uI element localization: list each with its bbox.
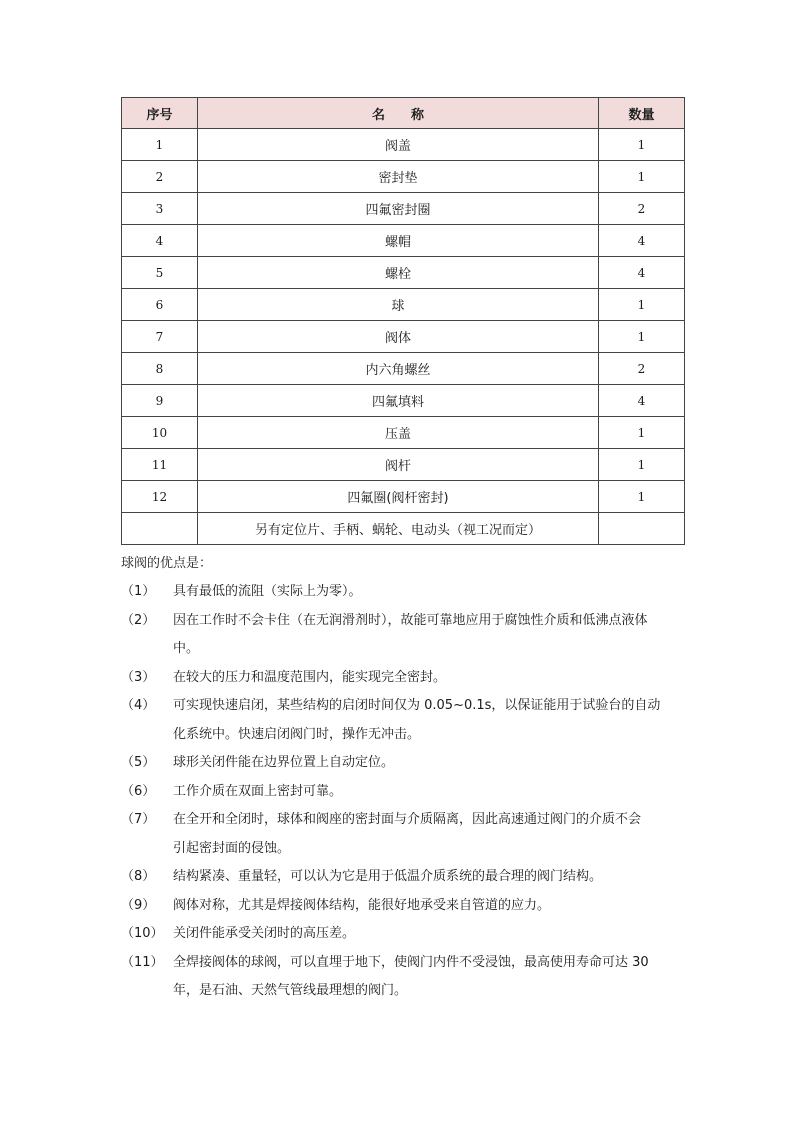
advantage-item	[121, 607, 691, 664]
advantage-text	[173, 949, 691, 1006]
header-quantity: 数量	[599, 98, 685, 129]
advantage-marker: （10）	[121, 926, 164, 941]
advantage-text	[173, 920, 691, 949]
advantage-marker: （9）	[121, 897, 156, 913]
cell-quantity: 1	[599, 129, 685, 161]
advantage-marker: （8）	[121, 869, 156, 884]
cell-quantity: 4	[599, 385, 685, 417]
table-row	[122, 385, 685, 417]
advantage-line: 年，是石油、天然气管线最理想的阀门。	[173, 983, 408, 998]
cell-name: 阀杆	[198, 449, 599, 481]
advantage-line: 化系统中。快速启闭阀门时，操作无冲击。	[173, 726, 421, 742]
cell-name: 球	[198, 289, 599, 321]
advantage-line: 在全开和全闭时，球体和阀座的密封面与介质隔离，因此高速通过阀门的介质不会	[173, 812, 642, 827]
cell-number: 3	[122, 193, 198, 225]
cell-number: 12	[122, 481, 198, 513]
advantage-marker: （4）	[121, 698, 156, 713]
advantage-marker: （5）	[121, 755, 156, 770]
advantage-line: 阀体对称，尤其是焊接阀体结构，能很好地承受来自管道的应力。	[173, 897, 551, 913]
advantage-text	[173, 778, 691, 807]
cell-name: 阀体	[198, 321, 599, 353]
cell-name: 四氟填料	[198, 385, 599, 417]
cell-quantity: 1	[599, 289, 685, 321]
cell-name: 四氟密封圈	[198, 193, 599, 225]
advantages-list	[121, 578, 691, 1006]
cell-name: 阀盖	[198, 129, 599, 161]
cell-number: 7	[122, 321, 198, 353]
advantage-item	[121, 920, 691, 949]
cell-number: 2	[122, 161, 198, 193]
cell-quantity: 1	[599, 161, 685, 193]
advantage-line: 引起密封面的侵蚀。	[173, 840, 291, 856]
table-row	[122, 417, 685, 449]
advantage-marker: （3）	[121, 669, 156, 685]
header-name: 名 称	[198, 98, 599, 129]
cell-quantity: 1	[599, 417, 685, 449]
cell-name: 压盖	[198, 417, 599, 449]
advantage-line: 全焊接阀体的球阀，可以直埋于地下，使阀门内件不受浸蚀，最高使用寿命可达 30	[173, 954, 649, 970]
advantage-item	[121, 578, 691, 607]
table-header-row	[122, 98, 685, 129]
table-row	[122, 289, 685, 321]
advantage-line: 中。	[173, 641, 200, 656]
advantage-item	[121, 778, 691, 807]
cell-quantity: 4	[599, 257, 685, 289]
cell-quantity: 1	[599, 321, 685, 353]
advantage-item	[121, 664, 691, 693]
advantage-line: 工作介质在双面上密封可靠。	[173, 783, 343, 799]
table-row	[122, 161, 685, 193]
table-row	[122, 225, 685, 257]
advantage-item	[121, 892, 691, 921]
table-row	[122, 353, 685, 385]
advantage-marker: （11）	[121, 954, 164, 970]
table-note-row	[122, 513, 685, 545]
cell-number: 8	[122, 353, 198, 385]
advantage-text	[173, 578, 691, 607]
cell-name: 内六角螺丝	[198, 353, 599, 385]
advantage-text	[173, 863, 691, 892]
table-row	[122, 321, 685, 353]
cell-number: 10	[122, 417, 198, 449]
cell-quantity: 1	[599, 449, 685, 481]
advantage-line: 球形关闭件能在边界位置上自动定位。	[173, 755, 395, 770]
cell-number: 6	[122, 289, 198, 321]
cell-number: 1	[122, 129, 198, 161]
advantage-marker: （6）	[121, 783, 156, 799]
advantage-text	[173, 692, 691, 749]
table-row	[122, 129, 685, 161]
cell-name: 密封垫	[198, 161, 599, 193]
cell-quantity: 4	[599, 225, 685, 257]
advantage-marker: （1）	[121, 584, 156, 599]
header-number: 序号	[122, 98, 198, 129]
table-row	[122, 257, 685, 289]
table-row	[122, 449, 685, 481]
advantage-line: 可实现快速启闭，某些结构的启闭时间仅为 0.05~0.1s，以保证能用于试验台的自动	[173, 698, 661, 713]
advantage-item	[121, 863, 691, 892]
advantage-text	[173, 664, 691, 693]
cell-name: 螺帽	[198, 225, 599, 257]
advantage-line: 结构紧凑、重量轻，可以认为它是用于低温介质系统的最合理的阀门结构。	[173, 869, 603, 884]
cell-empty	[599, 513, 685, 545]
table-body	[122, 129, 685, 545]
advantage-item	[121, 806, 691, 863]
advantage-text	[173, 607, 691, 664]
advantage-item	[121, 949, 691, 1006]
cell-number: 11	[122, 449, 198, 481]
cell-quantity: 2	[599, 193, 685, 225]
cell-name: 四氟圈(阀杆密封)	[198, 481, 599, 513]
advantage-line: 关闭件能承受关闭时的高压差。	[173, 926, 356, 941]
advantage-line: 因在工作时不会卡住（在无润滑剂时），故能可靠地应用于腐蚀性介质和低沸点液体	[173, 612, 648, 628]
advantage-item	[121, 692, 691, 749]
cell-number: 4	[122, 225, 198, 257]
advantage-line: 在较大的压力和温度范围内，能实现完全密封。	[173, 669, 447, 685]
advantages-intro: 球阀的优点是：	[121, 556, 213, 571]
advantage-marker: （2）	[121, 612, 156, 628]
table-row	[122, 193, 685, 225]
table-note: 另有定位片、手柄、蜗轮、电动头（视工况而定）	[198, 513, 599, 545]
advantage-item	[121, 749, 691, 778]
advantage-line: 具有最低的流阻（实际上为零）。	[173, 584, 362, 599]
cell-name: 螺栓	[198, 257, 599, 289]
cell-number: 9	[122, 385, 198, 417]
cell-number: 5	[122, 257, 198, 289]
advantage-text	[173, 749, 691, 778]
parts-table	[121, 97, 685, 545]
advantage-marker: （7）	[121, 812, 156, 827]
advantage-text	[173, 806, 691, 863]
cell-quantity: 1	[599, 481, 685, 513]
advantage-text	[173, 892, 691, 921]
table-row	[122, 481, 685, 513]
cell-empty	[122, 513, 198, 545]
cell-quantity: 2	[599, 353, 685, 385]
